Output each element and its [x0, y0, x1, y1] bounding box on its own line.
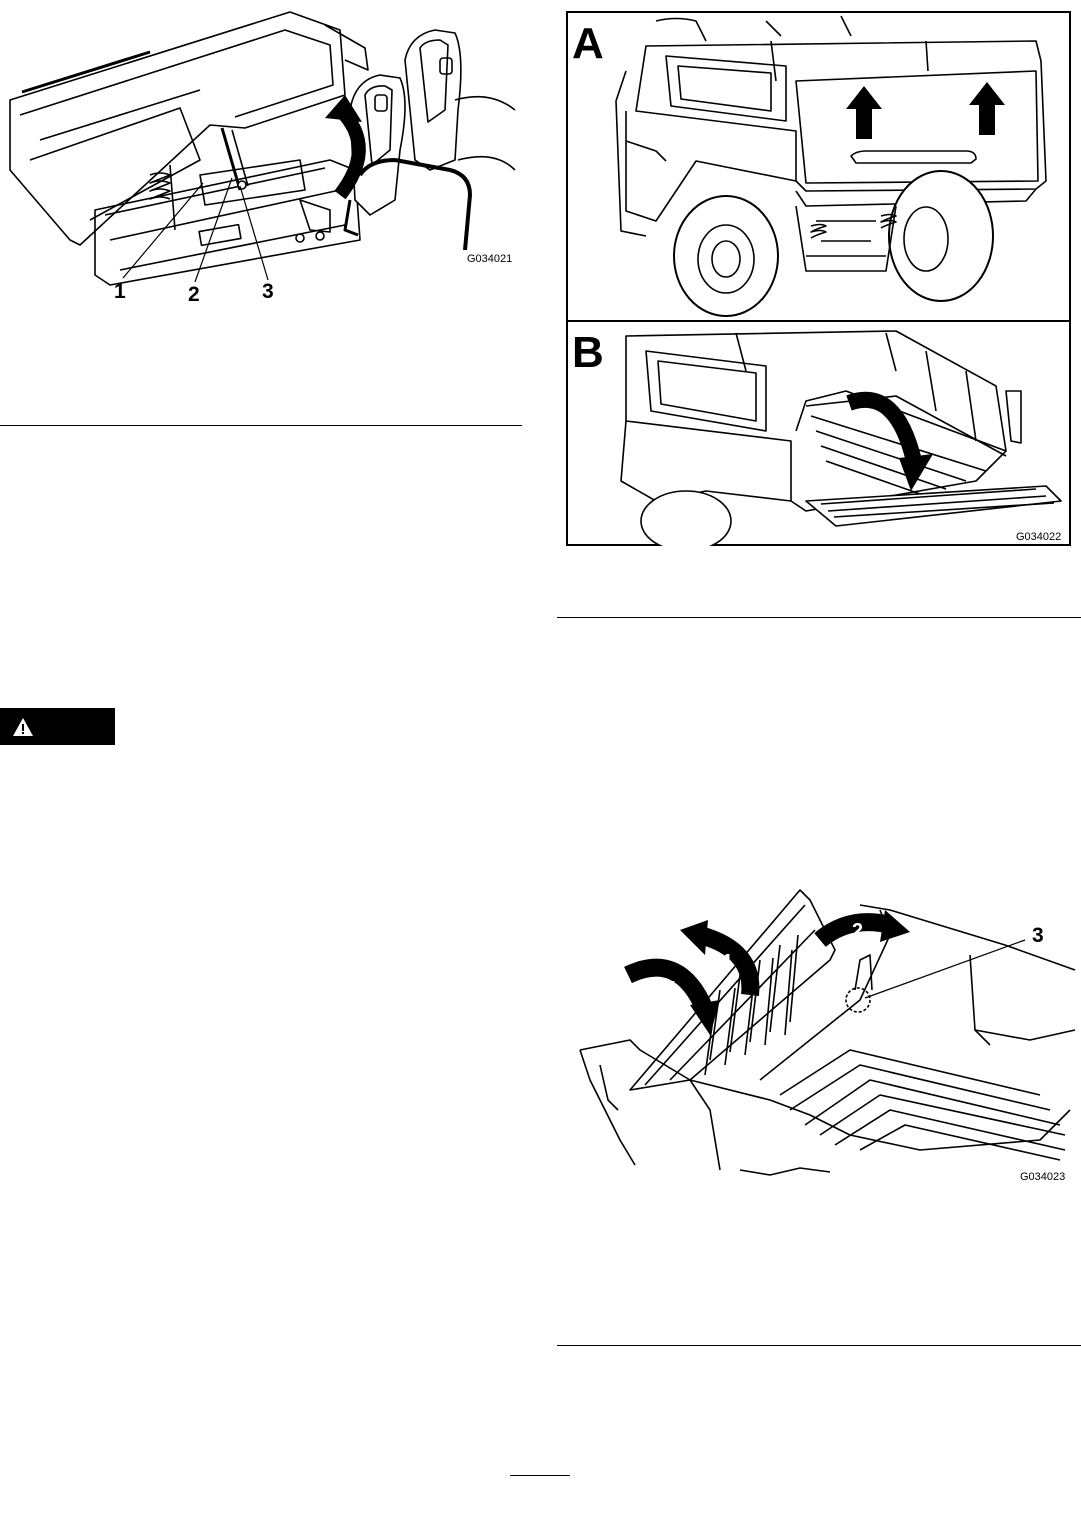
section-divider — [557, 1345, 1081, 1346]
warning-triangle-icon — [12, 717, 34, 737]
figure-tailgate-removal — [560, 880, 1080, 1185]
callout-1: 1 — [114, 280, 126, 303]
panel-letter-a: A — [572, 19, 604, 68]
panel-letter-b: B — [572, 328, 604, 377]
arrow-label-1-right: 1 — [722, 951, 734, 973]
figure-code: G034022 — [1016, 531, 1062, 543]
callout-3: 3 — [1032, 924, 1044, 947]
tailgate-panels-illustration — [566, 11, 1071, 546]
tailgate-removal-illustration — [560, 880, 1080, 1185]
bed-prop-rod-illustration — [0, 0, 525, 310]
figure-bed-prop-rod — [0, 0, 525, 310]
callout-3: 3 — [262, 280, 274, 303]
arrow-label-2: 2 — [852, 920, 864, 942]
callout-2: 2 — [188, 283, 200, 306]
warning-banner — [0, 708, 115, 745]
arrow-label-1-left: 1 — [667, 978, 679, 1000]
section-divider — [0, 425, 522, 426]
figure-code: G034023 — [1020, 1171, 1066, 1183]
section-divider — [557, 617, 1081, 618]
figure-code: G034021 — [467, 253, 513, 265]
page-number-rule — [510, 1475, 570, 1476]
figure-tailgate-panels — [566, 11, 1071, 546]
